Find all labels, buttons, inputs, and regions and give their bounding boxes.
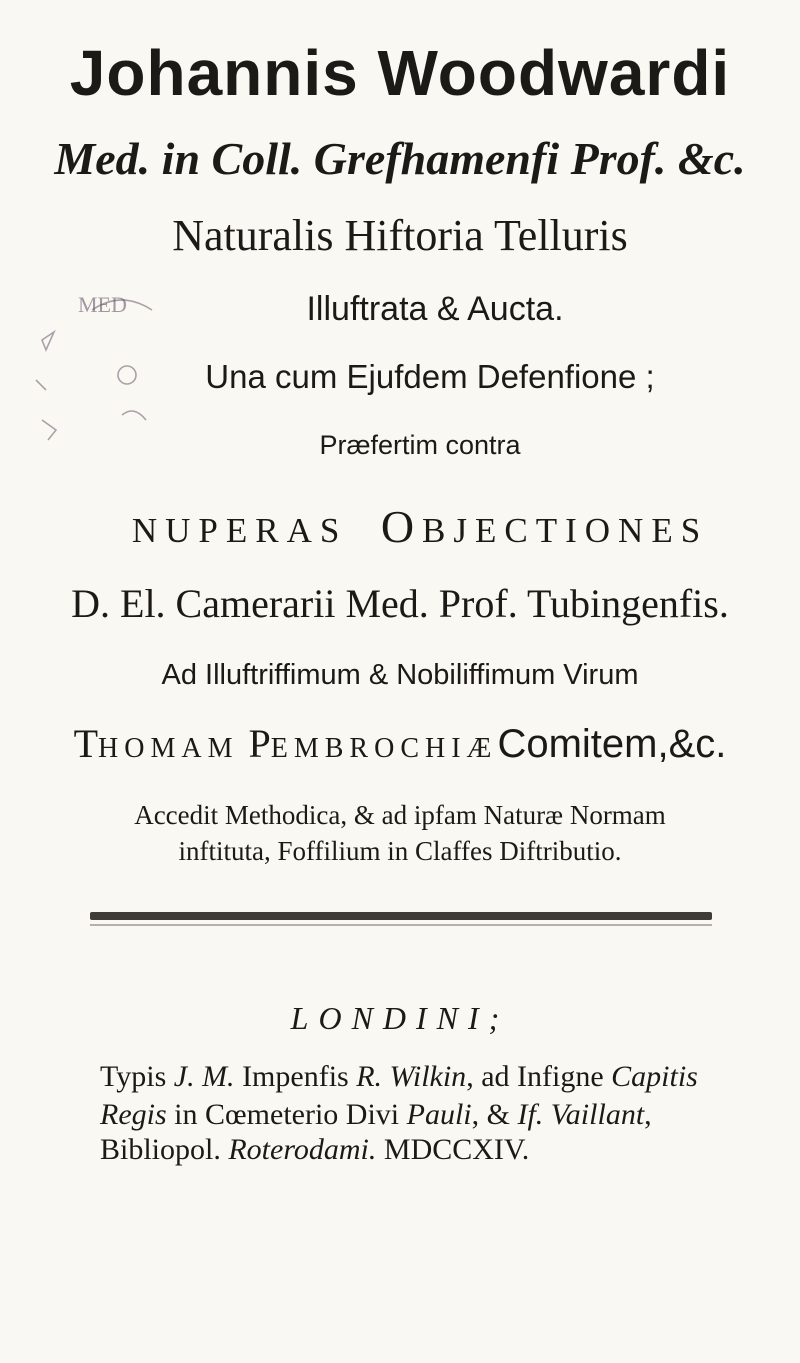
dedicatee-line — [0, 720, 800, 767]
stamp-text: MED — [78, 292, 127, 317]
objectiones-initial: O — [380, 501, 423, 552]
printer-initials: J. M. — [173, 1060, 235, 1093]
imprint-year: MDCCXIV. — [376, 1133, 530, 1166]
impensis-text: Impenfis — [234, 1060, 357, 1093]
una-line: Una cum Ejufdem Defenfione ; — [205, 358, 655, 395]
imprint-line-3 — [0, 1133, 800, 1167]
praefertim-line: Præfertim contra — [319, 430, 521, 460]
bibliopol-text: Bibliopol. — [100, 1133, 229, 1166]
dedication-line: Ad Illuftriffimum & Nobiliffimum Virum — [161, 659, 639, 691]
accedit-line: Accedit Methodica, & ad ipfam Naturæ Normam — [134, 800, 666, 830]
ad-insigne-text: , ad Infigne — [466, 1060, 612, 1093]
comitem-word: Comitem,&c. — [497, 722, 727, 766]
objectiones-rest: BJECTIONES — [422, 511, 709, 550]
camerarius-line: D. El. Camerarii Med. Prof. Tubingenfis. — [71, 581, 729, 626]
sign-name: Capitis — [611, 1060, 698, 1093]
pembrochiae-initial: P — [248, 721, 271, 766]
typis-text: Typis — [100, 1060, 174, 1093]
objectiones-line — [0, 500, 800, 553]
nuperas-word: NUPERAS — [131, 511, 348, 550]
imprint-line-2: Regis in Cœmeterio Divi Pauli, & If. Vaillant, — [100, 1098, 652, 1131]
printers-rule-thin — [90, 924, 712, 926]
pauli-text: Pauli — [406, 1098, 472, 1131]
roterodami-text: Roterodami. — [228, 1133, 377, 1166]
illustrata-line: Illuftrata & Aucta. — [306, 290, 564, 328]
pembrochiae-rest: EMBROCHIÆ — [270, 733, 498, 764]
ampersand-text: , & — [471, 1098, 518, 1131]
thomam-rest: HOMAM — [98, 733, 239, 764]
printers-rule — [90, 912, 712, 920]
work-title: Naturalis Hiftoria Telluris — [172, 211, 628, 260]
author-name: Johannis Woodwardi — [69, 37, 731, 109]
imprint-place: LONDINI; — [290, 1000, 510, 1036]
author-titles: Med. in Coll. Grefhamenfi Prof. &c. — [54, 133, 746, 184]
coemeterio-text: in Cœmeterio Divi — [166, 1098, 407, 1131]
imprint-line-1 — [0, 1060, 800, 1094]
vaillant-name: If. Vaillant — [517, 1098, 645, 1131]
regis-text: Regis — [100, 1098, 167, 1131]
thomam-initial: T — [73, 721, 99, 766]
publisher-name: R. Wilkin — [356, 1060, 467, 1093]
instituta-line: inftituta, Foffilium in Claffes Diftributio. — [178, 836, 622, 866]
